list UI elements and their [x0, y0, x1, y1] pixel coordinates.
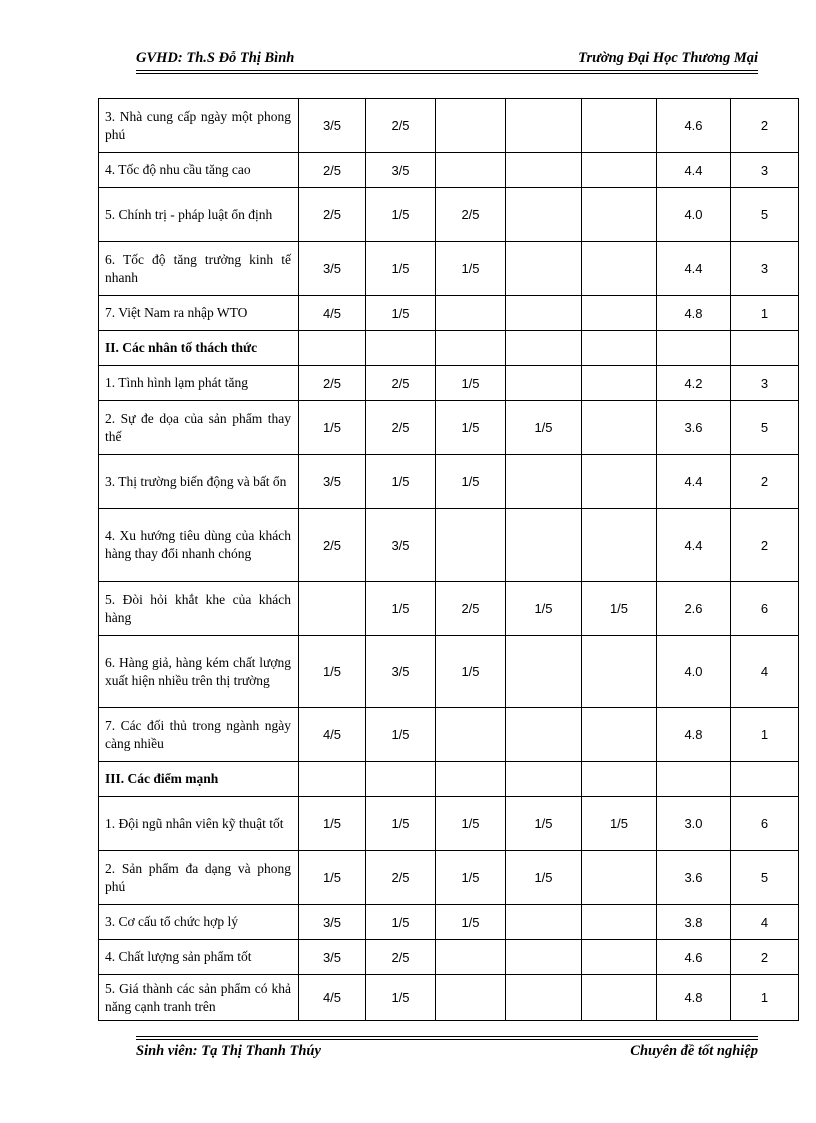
table-row	[99, 509, 799, 582]
cell-c4	[506, 153, 582, 188]
row-label: 1. Đội ngũ nhân viên kỹ thuật tốt	[99, 797, 299, 851]
section-row	[99, 762, 799, 797]
row-label: 4. Tốc độ nhu cầu tăng cao	[99, 153, 299, 188]
cell-c2: 1/5	[366, 296, 436, 331]
cell-c1: 3/5	[299, 242, 366, 296]
table-row	[99, 296, 799, 331]
cell-c5	[582, 509, 657, 582]
table-row	[99, 708, 799, 762]
cell-c5	[582, 153, 657, 188]
cell-c1: 2/5	[299, 509, 366, 582]
row-label: 1. Tình hình lạm phát tăng	[99, 366, 299, 401]
cell-c4	[506, 905, 582, 940]
cell-c1: 3/5	[299, 905, 366, 940]
cell-c1: 2/5	[299, 366, 366, 401]
cell-c3	[436, 99, 506, 153]
cell-c3	[436, 940, 506, 975]
cell-c3	[436, 153, 506, 188]
table-body	[99, 99, 799, 1021]
cell-rank: 3	[731, 242, 799, 296]
cell-score: 4.4	[657, 509, 731, 582]
cell-c5	[582, 366, 657, 401]
cell-c4	[506, 708, 582, 762]
cell-c3	[436, 296, 506, 331]
cell-c2: 2/5	[366, 99, 436, 153]
row-label: 2. Sản phẩm đa dạng và phong phú	[99, 851, 299, 905]
cell-c4	[506, 331, 582, 366]
cell-score: 4.6	[657, 99, 731, 153]
cell-score: 4.0	[657, 636, 731, 708]
cell-c1: 1/5	[299, 401, 366, 455]
row-label: 3. Cơ cấu tổ chức hợp lý	[99, 905, 299, 940]
table-row	[99, 582, 799, 636]
cell-c4	[506, 242, 582, 296]
cell-c2: 3/5	[366, 509, 436, 582]
cell-score: 4.0	[657, 188, 731, 242]
row-label: 5. Giá thành các sản phẩm có khả năng cạnh tranh trên	[99, 975, 299, 1021]
evaluation-table	[98, 98, 799, 1021]
table-row	[99, 242, 799, 296]
header-advisor: GVHD: Th.S Đỗ Thị Bình	[136, 50, 295, 66]
cell-c2	[366, 331, 436, 366]
cell-c3: 1/5	[436, 366, 506, 401]
cell-c5	[582, 331, 657, 366]
table-row	[99, 401, 799, 455]
table-row	[99, 99, 799, 153]
row-label: 7. Việt Nam ra nhập WTO	[99, 296, 299, 331]
cell-score: 4.2	[657, 366, 731, 401]
page-footer	[136, 1043, 758, 1061]
cell-c4	[506, 296, 582, 331]
table-row	[99, 851, 799, 905]
cell-rank: 6	[731, 797, 799, 851]
cell-rank: 5	[731, 851, 799, 905]
cell-score: 4.8	[657, 708, 731, 762]
table-row	[99, 636, 799, 708]
cell-c4	[506, 762, 582, 797]
table-row	[99, 797, 799, 851]
header-rule	[136, 70, 758, 71]
cell-c4	[506, 509, 582, 582]
footer-doc-type: Chuyên đề tốt nghiệp	[630, 1043, 758, 1059]
cell-score: 4.4	[657, 153, 731, 188]
cell-c1: 3/5	[299, 455, 366, 509]
cell-c3: 1/5	[436, 401, 506, 455]
cell-c4: 1/5	[506, 401, 582, 455]
cell-c3: 1/5	[436, 851, 506, 905]
cell-c3: 1/5	[436, 242, 506, 296]
cell-rank: 1	[731, 296, 799, 331]
cell-rank: 1	[731, 975, 799, 1021]
cell-score: 4.6	[657, 940, 731, 975]
cell-score: 4.4	[657, 242, 731, 296]
cell-c3	[436, 509, 506, 582]
table-row	[99, 905, 799, 940]
cell-rank: 1	[731, 708, 799, 762]
cell-c3	[436, 975, 506, 1021]
cell-rank: 6	[731, 582, 799, 636]
cell-c3: 2/5	[436, 188, 506, 242]
footer-rule-thin	[136, 1036, 758, 1037]
cell-c3: 2/5	[436, 582, 506, 636]
cell-score: 2.6	[657, 582, 731, 636]
cell-score: 4.8	[657, 296, 731, 331]
cell-rank: 5	[731, 401, 799, 455]
cell-rank: 2	[731, 509, 799, 582]
header-rule-thin	[136, 73, 758, 74]
cell-c3: 1/5	[436, 905, 506, 940]
cell-c4	[506, 188, 582, 242]
cell-c4	[506, 975, 582, 1021]
cell-score	[657, 762, 731, 797]
cell-c4	[506, 99, 582, 153]
row-label: 2. Sự đe dọa của sản phẩm thay thế	[99, 401, 299, 455]
table-row	[99, 188, 799, 242]
cell-c5	[582, 401, 657, 455]
cell-c1: 2/5	[299, 153, 366, 188]
cell-rank	[731, 762, 799, 797]
cell-c2: 2/5	[366, 401, 436, 455]
cell-c5	[582, 762, 657, 797]
cell-c1: 1/5	[299, 851, 366, 905]
cell-c2: 1/5	[366, 582, 436, 636]
cell-rank: 3	[731, 153, 799, 188]
cell-c2: 2/5	[366, 851, 436, 905]
cell-c3: 1/5	[436, 455, 506, 509]
cell-c5	[582, 851, 657, 905]
cell-c1: 4/5	[299, 296, 366, 331]
cell-c2: 1/5	[366, 797, 436, 851]
cell-rank: 2	[731, 99, 799, 153]
cell-c5	[582, 455, 657, 509]
cell-c1: 3/5	[299, 940, 366, 975]
cell-c2: 1/5	[366, 708, 436, 762]
cell-c5	[582, 242, 657, 296]
row-label: 4. Xu hướng tiêu dùng của khách hàng thay đổi nhanh chóng	[99, 509, 299, 582]
cell-rank: 4	[731, 905, 799, 940]
cell-c5	[582, 940, 657, 975]
cell-c2: 2/5	[366, 940, 436, 975]
cell-score: 3.8	[657, 905, 731, 940]
row-label: 6. Hàng giả, hàng kém chất lượng xuất hiện nhiều trên thị trường	[99, 636, 299, 708]
table-row	[99, 153, 799, 188]
cell-c2: 1/5	[366, 905, 436, 940]
cell-c2: 3/5	[366, 153, 436, 188]
cell-c1: 1/5	[299, 636, 366, 708]
cell-rank: 2	[731, 940, 799, 975]
section-label: II. Các nhân tố thách thức	[99, 331, 299, 366]
cell-c2: 2/5	[366, 366, 436, 401]
row-label: 7. Các đối thủ trong ngành ngày càng nhiều	[99, 708, 299, 762]
cell-c1: 4/5	[299, 708, 366, 762]
cell-c5	[582, 296, 657, 331]
cell-c5	[582, 708, 657, 762]
cell-c2	[366, 762, 436, 797]
cell-c2: 1/5	[366, 975, 436, 1021]
table-row	[99, 940, 799, 975]
cell-c5	[582, 975, 657, 1021]
cell-c1	[299, 582, 366, 636]
cell-c3: 1/5	[436, 636, 506, 708]
cell-c4: 1/5	[506, 582, 582, 636]
row-label: 3. Thị trường biến động và bất ổn	[99, 455, 299, 509]
section-row	[99, 331, 799, 366]
cell-c1	[299, 762, 366, 797]
cell-c3	[436, 762, 506, 797]
row-label: 6. Tốc độ tăng trưởng kinh tế nhanh	[99, 242, 299, 296]
cell-c2: 1/5	[366, 242, 436, 296]
cell-c1	[299, 331, 366, 366]
cell-c2: 3/5	[366, 636, 436, 708]
cell-score: 3.0	[657, 797, 731, 851]
footer-rule	[136, 1039, 758, 1040]
cell-c5	[582, 636, 657, 708]
cell-c4	[506, 455, 582, 509]
cell-score: 4.4	[657, 455, 731, 509]
table-row	[99, 975, 799, 1021]
header-university: Trường Đại Học Thương Mại	[578, 50, 758, 66]
cell-rank: 4	[731, 636, 799, 708]
row-label: 4. Chất lượng sản phẩm tốt	[99, 940, 299, 975]
cell-c5	[582, 188, 657, 242]
cell-c2: 1/5	[366, 188, 436, 242]
cell-score: 4.8	[657, 975, 731, 1021]
cell-c3	[436, 708, 506, 762]
cell-c3: 1/5	[436, 797, 506, 851]
table-row	[99, 366, 799, 401]
cell-c1: 2/5	[299, 188, 366, 242]
cell-c5	[582, 99, 657, 153]
row-label: 5. Đòi hỏi khắt khe của khách hàng	[99, 582, 299, 636]
cell-c5	[582, 905, 657, 940]
cell-rank: 5	[731, 188, 799, 242]
cell-score: 3.6	[657, 401, 731, 455]
cell-score: 3.6	[657, 851, 731, 905]
row-label: 3. Nhà cung cấp ngày một phong phú	[99, 99, 299, 153]
cell-rank: 2	[731, 455, 799, 509]
cell-c5: 1/5	[582, 797, 657, 851]
table-row	[99, 455, 799, 509]
row-label: 5. Chính trị - pháp luật ổn định	[99, 188, 299, 242]
cell-c1: 3/5	[299, 99, 366, 153]
cell-rank: 3	[731, 366, 799, 401]
page-header	[136, 50, 758, 68]
cell-rank	[731, 331, 799, 366]
cell-c4	[506, 940, 582, 975]
cell-c4	[506, 366, 582, 401]
cell-c5: 1/5	[582, 582, 657, 636]
cell-c2: 1/5	[366, 455, 436, 509]
footer-student: Sinh viên: Tạ Thị Thanh Thúy	[136, 1043, 321, 1059]
cell-c3	[436, 331, 506, 366]
cell-score	[657, 331, 731, 366]
cell-c4: 1/5	[506, 851, 582, 905]
cell-c4: 1/5	[506, 797, 582, 851]
section-label: III. Các điểm mạnh	[99, 762, 299, 797]
cell-c1: 1/5	[299, 797, 366, 851]
cell-c1: 4/5	[299, 975, 366, 1021]
cell-c4	[506, 636, 582, 708]
